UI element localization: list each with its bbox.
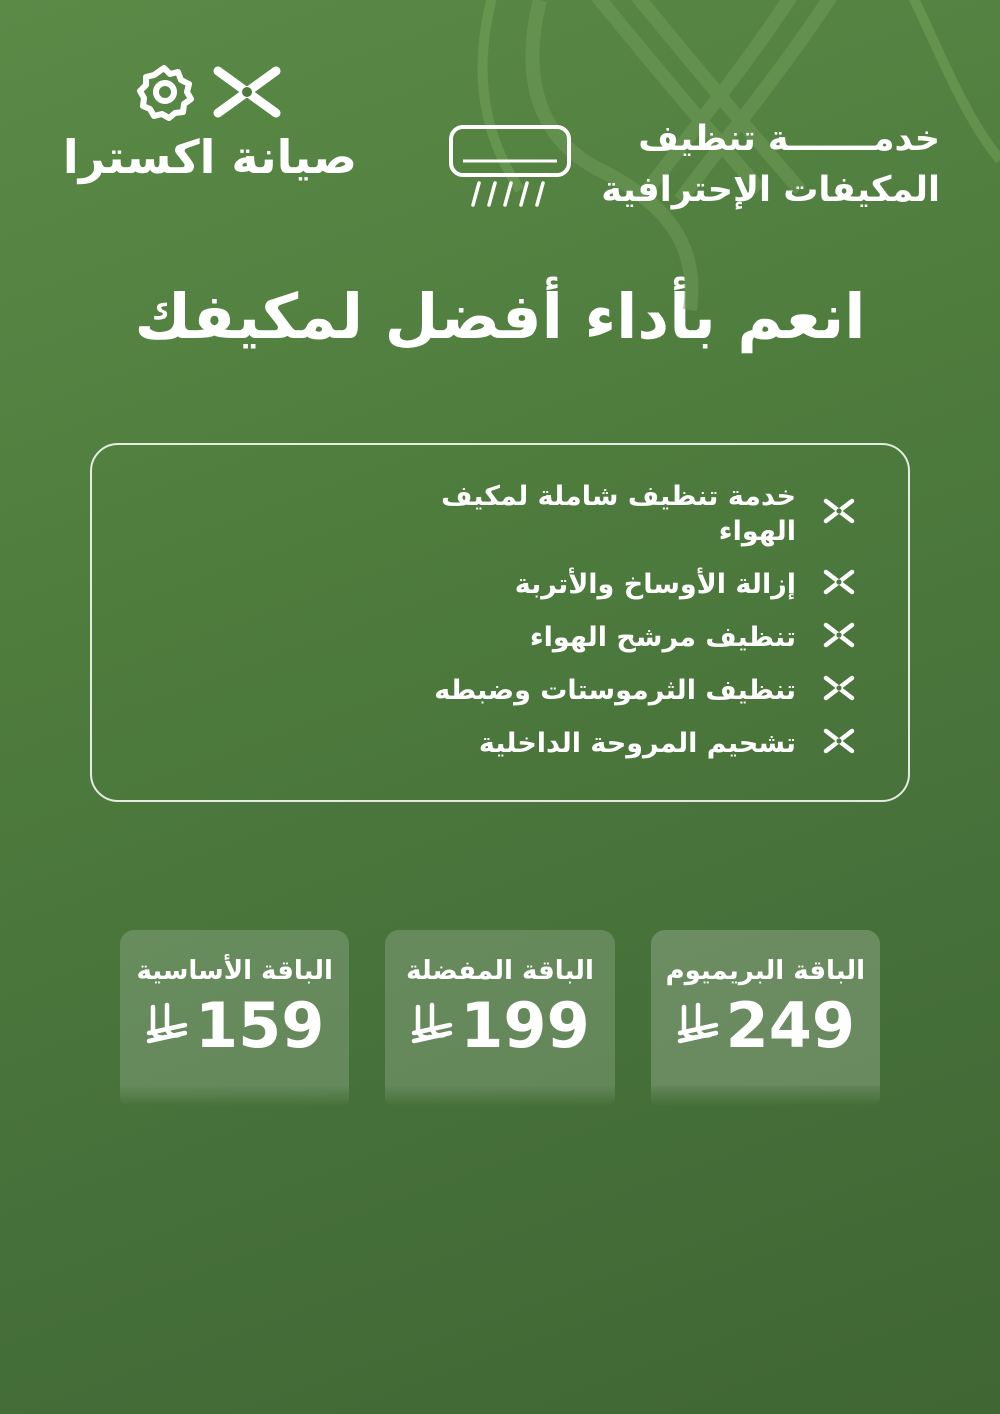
list-item	[144, 567, 856, 602]
x-cross-icon	[208, 63, 286, 125]
service-title-line-1: خدمـــــــة تنظيف	[638, 119, 940, 159]
x-cross-icon	[822, 497, 856, 531]
brand-marks	[134, 62, 286, 126]
feature-label: تشحيم المروحة الداخلية	[478, 728, 796, 760]
list-item	[144, 479, 856, 549]
pricing-section	[0, 930, 1000, 1086]
features-section	[0, 443, 1000, 802]
plan-name: الباقة المفضلة	[406, 956, 594, 986]
list-item	[144, 673, 856, 708]
x-cross-icon	[822, 674, 856, 708]
service-title-block	[445, 114, 940, 216]
brand-logo	[60, 62, 360, 184]
plan-price-value: 199	[460, 989, 590, 1062]
list-item	[144, 726, 856, 761]
feature-label: تنظيف الثرموستات وضبطه	[434, 675, 796, 707]
saudi-riyal-icon	[145, 992, 189, 1060]
plan-price-value: 249	[725, 989, 856, 1062]
service-title	[601, 114, 940, 216]
plan-card-preferred[interactable]	[385, 930, 614, 1086]
saudi-riyal-icon	[676, 992, 720, 1060]
feature-label: إزالة الأوساخ والأتربة	[514, 569, 796, 601]
list-item	[144, 620, 856, 655]
plan-name: الباقة البريميوم	[665, 956, 866, 986]
air-conditioner-icon	[445, 115, 575, 215]
x-cross-icon	[822, 727, 856, 761]
plan-price	[661, 989, 870, 1062]
feature-label: تنظيف مرشح الهواء	[529, 622, 796, 654]
feature-label: خدمة تنظيف شاملة لمكيف الهواء	[441, 481, 796, 548]
poster-header	[0, 0, 1000, 216]
plan-price-value: 159	[194, 989, 325, 1062]
x-cross-icon	[822, 568, 856, 602]
service-title-line-2: المكيفات الإحترافية	[601, 169, 940, 210]
gear-icon	[134, 62, 194, 126]
saudi-riyal-icon	[410, 992, 454, 1060]
plan-card-premium[interactable]	[651, 930, 880, 1086]
brand-name: صيانة اكسترا	[62, 130, 358, 184]
plan-price	[395, 989, 604, 1062]
plan-name: الباقة الأساسية	[136, 956, 333, 986]
plan-price	[130, 989, 339, 1062]
plan-card-basic[interactable]	[120, 930, 349, 1086]
features-box	[90, 443, 910, 802]
x-cross-icon	[822, 621, 856, 655]
page-title: انعم بأداء أفضل لمكيفك	[134, 279, 866, 353]
